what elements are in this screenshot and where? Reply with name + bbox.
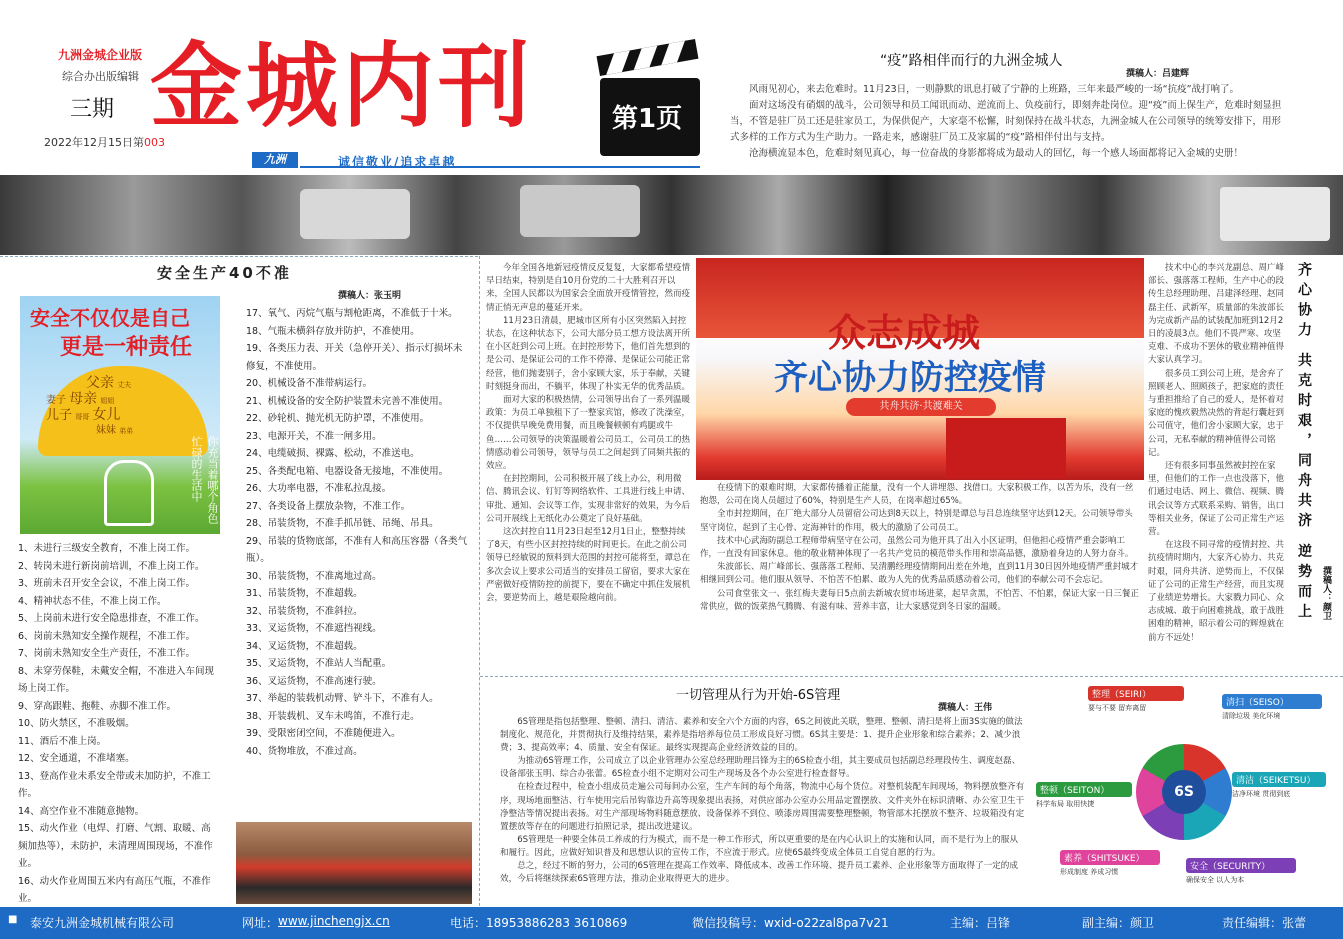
paragraph: 6S管理是一种要全体员工养成的行为模式，而不是一种工作形式，所以更重要的是在内心认识上的实施和认同，而不是行为上的服从和履行。因此，应做好知识普及和思想认识的宣传工作，不应流于形式。应使6S最终变成全体员工自觉自愿的行为。 [500,834,1018,858]
paragraph: 沧海横流显本色，危难时刻见真心，每一位奋战的身影都将成为最动人的回忆，每一个感人场面都将记入金城的史册！ [749,148,1244,159]
square-icon: ■ [8,914,18,925]
list-item: 34、叉运货物，不准超载。 [246,640,363,652]
list-item: 25、各类配电箱、电器设备无接地，不准使用。 [246,465,449,477]
divider [479,256,481,906]
paragraph: 技术中心武海防副总工程师带病坚守在公司，虽然公司为他开具了出入小区证明，但他担心疫情严重会影响工作，一直没有回家休息。他的敬业精神体现了一名共产党员的模范带头作用和崇高品德，激励着身边的人努力奋斗。 [700,535,1134,560]
sixs-item-security: 安全（SECURITY） 确保安全 以人为本 [1186,858,1296,885]
footer-website-label: 网址： [242,916,279,930]
sixs-item-seiso: 清扫（SEISO） 清除垃圾 美化环境 [1222,694,1322,721]
safety-byline: 撰稿人：张玉明 [338,291,402,301]
sixs-item-seiton: 整顿（SEITON） 科学布局 取用快捷 [1036,782,1132,809]
poster-title2: 齐心协力防控疫情 [774,358,1046,398]
list-item: 19、各类压力表、开关（急停开关）、指示灯损坏未修复，不准使用。 [246,343,463,372]
footer-company: 泰安九洲金城机械有限公司 [30,916,175,930]
sixs-center: 6S [1162,770,1206,814]
poster-title1: 众志成城 [828,310,981,355]
list-item: 6、岗前未熟知安全操作规程，不准工作。 [18,630,196,642]
editor-label: 综合办出版编辑 [62,70,139,83]
list-item: 28、吊装货物，不准手抓吊链、吊绳、吊具。 [246,518,439,529]
list-item: 29、吊装的货物底部，不准有人和高压容器（各类气瓶）。 [246,535,468,564]
paragraph: 今年全国各地新冠疫情反反复复，大家都希望疫情早日结束，特别是自10月份党的二十大胜利召开以来，全国人民都以为国家会全面放开疫情管控，然而疫情正悄无声息的蔓延开来。 [486,263,691,313]
list-item: 40、货物堆放，不准过高。 [246,745,363,757]
slogan: 诚信敬业/追求卓越 [338,155,457,169]
footer-phone: 电话：18953886283 3610869 [450,916,628,930]
list-item: 15、动火作业（电焊、打磨、气割、取暖、高频加热等），未防护，未清理周围现场，不准作业。 [18,823,213,869]
divider [0,256,478,258]
company-logo: 九洲 [252,152,298,168]
list-item: 24、电缆破损、裸露、松动，不准送电。 [246,448,420,459]
list-item: 26、大功率电器，不准私拉乱接。 [246,483,392,494]
paragraph: 面对这场没有硝烟的战斗，公司领导和员工闻讯而动、逆流而上、负疫前行，即刻奔赴岗位。迎“疫”而上保生产，危难时刻显担当，不管是驻厂员工还是驻家员工，为保供促产，大家毫不松懈，时刻保持在战斗状态，九洲金城人在公司领导的统筹安排下，用形式多样的工作方式为生产助力。一路走来，感谢驻厂员工及家属的“疫”路相伴付出与支持。 [730,100,1282,143]
list-item: 4、精神状态不佳，不准上岗工作。 [18,595,167,607]
paragraph: 面对大家的积极热情，公司领导出台了一系列温暖政策：为员工单独租下了一整家宾馆，修改了洗澡室，不仅提供早晚免费用餐，而且晚餐顿顿有鸡腿或牛鱼……公司领导的决策温暖着公司员工，公司员工的热情感动着公司领导，领导与员工之间起到了同频共振的效应。 [486,395,691,472]
issue-label: 三期 [70,97,115,122]
paragraph: 在检查过程中，检查小组成员走遍公司每间办公室，生产车间的每个角落，物流中心每个货位。对整机装配车间现场，物料摆放整齐有序，现场地面整洁、行车使用完后吊钩靠边升高等现象提出表扬，对供应部办公室办公用品定置摆放、文件夹外在标识清晰、办公室卫生干净整洁等情况提出表扬。对生产部现场物料随意摆放、设备保养不到位、喷漆房周围需要整理整顿，物管部木托摆放不整齐、垃圾箱没有定置摆放等存在的问题进行拍照记录，提出改进建议。 [500,782,1025,832]
sixs-diagram [1036,686,1326,902]
paragraph: 在封控期间，公司积极开展了线上办公，利用微信、腾讯会议、钉钉等网络软件、工具进行线上申请、审批、通知、会议等工作，实现非常好的效果，为今后公司开展线上无纸化办公奠定了良好基础。 [486,474,691,524]
list-item: 2、转岗未进行新岗前培训，不准上岗工作。 [18,560,205,572]
truck-image [520,185,640,237]
paragraph: 总之，经过不断的努力，公司的6S管理在提高工作效率、降低成本、改善工作环境、提升员工素养、企业形象等方面取得了一定的成效，今后将继续探索6S管理方法，推动企业取得更大的进步。 [500,861,1018,885]
paragraph: 11月23日清晨，肥城市区所有小区突然陷入封控状态，在这种状态下，公司大部分员工想方设法离开所在小区赶到公司上班。在封控形势下，他们首先想到的是公司、是保证公司的工作不停滞、是保证公司能正常经营，他们抛妻别子，舍小家顾大家，乐于奉献，关键时刻挺身而出，不躺平，体现了朴实无华的优秀品质。 [486,315,691,392]
paragraph: 在疫情下的艰难时期，大家都传播着正能量，没有一个人讲埋怨、找借口。大家积极工作，以苦为乐，没有一丝抱怨，公司在岗人员超过了60%，特别是生产人员，在岗率超过65%。 [700,483,1134,507]
sixs-item-shitsuke: 素养（SHITSUKE） 形成制度 养成习惯 [1060,850,1160,877]
covid-col3 [1148,262,1288,645]
list-item: 22、砂轮机、抛光机无防护罩，不准使用。 [246,413,430,424]
sixs-title: 一切管理从行为开始-6S管理 [676,688,841,703]
anti-epidemic-poster [696,258,1144,480]
edition-label: 九洲金城企业版 [58,48,143,62]
paragraph: 很多员工到公司上班，是舍弃了照顾老人、照顾孩子，把家庭的责任与重担推给了自己的爱人，是怀着对家庭的愧疚毅然决然的背起行囊赶到公司值守，他们舍小家顾大家，忠于公司，无私奉献的精神值得公司铭记。 [1148,368,1285,458]
sixs-item-seiri: 整理（SEIRI） 要与不要 留弃离留 [1088,686,1184,713]
poster-subtitle: 共舟共济·共渡难关 [846,398,996,416]
safety-list-right [246,305,468,760]
loader-image [300,189,410,239]
paragraph: 还有很多同事虽然被封控在家里，但他们的工作一点也没落下，他们通过电话、网上、微信、视频、腾讯会议等方式联系采购、销售，出口等相关业务，保证了公司正常生产运营。 [1148,461,1285,538]
list-item: 17、氧气、丙烷气瓶与割枪距离，不准低于十米。 [246,308,458,319]
safety-title: 安全生产40不准 [157,264,292,282]
list-item: 21、机械设备的安全防护装置未完善不准使用。 [246,395,449,407]
machinery-banner [0,175,1343,255]
top-article-title: “疫”路相伴而行的九洲金城人 [880,53,1063,69]
list-item: 39、受限密闭空间，不准随便进入。 [246,728,401,739]
paragraph: 在这段不同寻常的疫情封控、共抗疫情时期内，大家齐心协力、共克时艰，同舟共济、逆势而上，不仅保证了公司的正常生产经营，而且实现了业绩逆势增长。大家戮力同心、众志成城、敢于向困难挑战，敢于战胜困难的精神，昭示着公司的辉煌就在前方不远处！ [1148,540,1285,643]
sweeper-truck-image [1220,187,1330,241]
poster-side-text: 你充当着哪个角色 忙碌的生活中 [190,436,219,524]
poster-line2: 更是一种责任 [60,335,193,360]
list-item: 23、电源开关，不准一闸多用。 [246,430,382,442]
page-number: 第1页 [612,104,683,134]
paragraph: 技术中心的李兴龙副总、周广峰部长、强落落工程师，生产中心的段传生总经理助理、吕建泽经理、赵同磊主任、武新军，质量部的朱波部长为完成新产品的试装配加班到12月2日的凌晨3点。他们不畏严寒、攻坚克难、不成功不罢休的敬业精神值得大家认真学习。 [1148,263,1285,366]
list-item: 11、酒后不准上岗。 [18,735,107,747]
list-item: 3、班前未召开安全会议，不准上岗工作。 [18,578,196,589]
list-item: 31、吊装货物，不准超载。 [246,588,363,599]
footer-deputy-editor: 副主编：颜卫 [1082,916,1155,930]
staff-group-photo [236,822,472,904]
paragraph: 这次封控自11月23日起至12月1日止，整整持续了8天，有些小区封控持续的时间更长。在此之前公司领导已经敏锐的预料到大范围的封控可能将至，谭总在多次会议上要求公司适当的安排员工留宿，要求大家在严密做好疫情防控的前提下，要在不确定中抓住发展机会，要逆势而上，越是艰险越向前。 [486,527,691,604]
list-item: 35、叉运货物，不准站人当配重。 [246,658,392,669]
list-item: 8、未穿劳保鞋，未戴安全帽，不准进入车间现场上岗工作。 [18,665,215,694]
poster-line1: 安全不仅仅是自己 [30,306,190,330]
list-item: 12、安全通道，不准堵塞。 [18,753,135,764]
tiananmen-icon [946,418,1066,478]
list-item: 9、穿高跟鞋、拖鞋、赤脚不准工作。 [18,700,177,712]
footer-bar [0,907,1343,939]
paragraph: 朱波部长、周广峰部长、强落落工程师、吴清鹏经理疫情期间出差在外地，直到11月30日因外地疫情严重封城才相继回到公司。他们服从领导、不怕苦不怕累、敢为人先的优秀品质感动着公司，他们的奉献公司不会忘记。 [700,562,1139,586]
list-item: 20、机械设备不准带病运行。 [246,378,373,389]
list-item: 36、叉运货物，不准高速行驶。 [246,675,382,687]
list-item: 37、举起的装载机动臂、铲斗下，不准有人。 [246,693,439,704]
divider [480,676,1343,678]
paragraph: 全市封控期间，在厂绝大部分人员留宿公司达到8天以上，特别是谭总与吕总连续坚守达到12天。公司领导带头坚守岗位，起到了主心骨、定海神针的作用，极大的激励了公司员工。 [700,509,1133,533]
top-article-body [730,82,1290,162]
masthead-title: 金城内刊 [150,32,535,140]
list-item: 14、高空作业不准随意抛物。 [18,805,145,817]
paragraph: 6S管理是指包括整理、整顿、清扫、清洁、素养和安全六个方面的内容，6S之间彼此关联，整理、整顿、清扫是将上面3S实施的做法制度化、规范化，并贯彻执行及维持结果，素养是指培养每位员工形成良好习惯。6S其主要是：1、提升企业形象和综合素养；2、减少浪费；3、提高效率；4、质量、安全有保证。最终实现提高企业经济效益的目的。 [500,717,1023,754]
list-item: 30、吊装货物，不准离地过高。 [246,570,382,582]
covid-col2 [700,482,1140,614]
sixs-item-seiketsu: 清洁（SEIKETSU） 洁净环境 贯彻到底 [1232,772,1326,799]
safety-list-left [18,540,218,908]
list-item: 38、开装载机、叉车未鸣笛，不准行走。 [246,710,420,722]
list-item: 33、叉运货物，不准遮挡视线。 [246,623,382,634]
stick-figure-icon [104,460,154,526]
footer-responsible-editor: 责任编辑：张蕾 [1222,916,1307,930]
top-article-byline: 撰稿人：吕建辉 [1126,69,1190,79]
sixs-body [500,716,1026,886]
footer-wechat: 微信投稿号：wxid-o22zal8pa7v21 [692,916,889,930]
list-item: 32、吊装货物，不准斜拉。 [246,605,363,617]
sixs-byline: 撰稿人：王伟 [938,703,993,713]
footer-website-link[interactable]: www.jinchengjx.cn [278,914,390,928]
footer-editor-in-chief: 主编：吕锋 [950,916,1011,930]
vertical-byline: 撰稿人：颜卫 [1321,566,1331,620]
list-item: 7、岗前未熟知安全生产责任，不准工作。 [18,648,196,659]
list-item: 5、上岗前未进行安全隐患排查，不准工作。 [18,613,205,624]
paragraph: 风雨见初心，来去危难时。11月23日，一则静默的讯息打破了宁静的上班路，三年来最严峻的一场“抗疫”战打响了。 [749,84,1240,95]
paragraph: 公司食堂张文一、张红梅夫妻每日5点前去新城农贸市场进菜，起早贪黑，不怕苦、不怕累，保证大家一日三餐正常供应，做的饭菜热气腾腾、有滋有味、营养丰富，让大家感觉到冬日家的温暖。 [700,588,1139,612]
list-item: 27、各类设备上摆放杂物，不准工作。 [246,500,411,512]
list-item: 10、防火禁区，不准吸烟。 [18,718,135,729]
list-item: 1、未进行三级安全教育，不准上岗工作。 [18,543,196,554]
issue-date: 2022年12月15日第003 [44,136,165,149]
list-item: 16、动火作业周围五米内有高压气瓶，不准作业。 [18,875,211,904]
family-words: 父亲 丈夫 妻子 母亲 姐姐 儿子 哥哥 女儿 妹妹 弟弟 [46,375,134,436]
safety-poster [20,296,220,534]
list-item: 18、气瓶未横斜存放并防护，不准使用。 [246,325,420,337]
clapperboard-icon [600,78,700,156]
paragraph: 为推动6S管理工作，公司成立了以企业管理办公室总经理助理吕锋为主的6S检查小组，其主要成员包括副总经理段传生、调度赵磊、设备部张玉明、综合办张蕾。6S检查小组不定期对公司生产现场及各个办公室进行检查督导。 [500,756,1021,780]
vertical-slogan: 齐心协力 共克时艰，同舟共济 逆势而上 [1296,262,1312,624]
list-item: 13、登高作业未系安全带或未加防护，不准工作。 [18,770,211,799]
covid-col1 [486,262,692,605]
